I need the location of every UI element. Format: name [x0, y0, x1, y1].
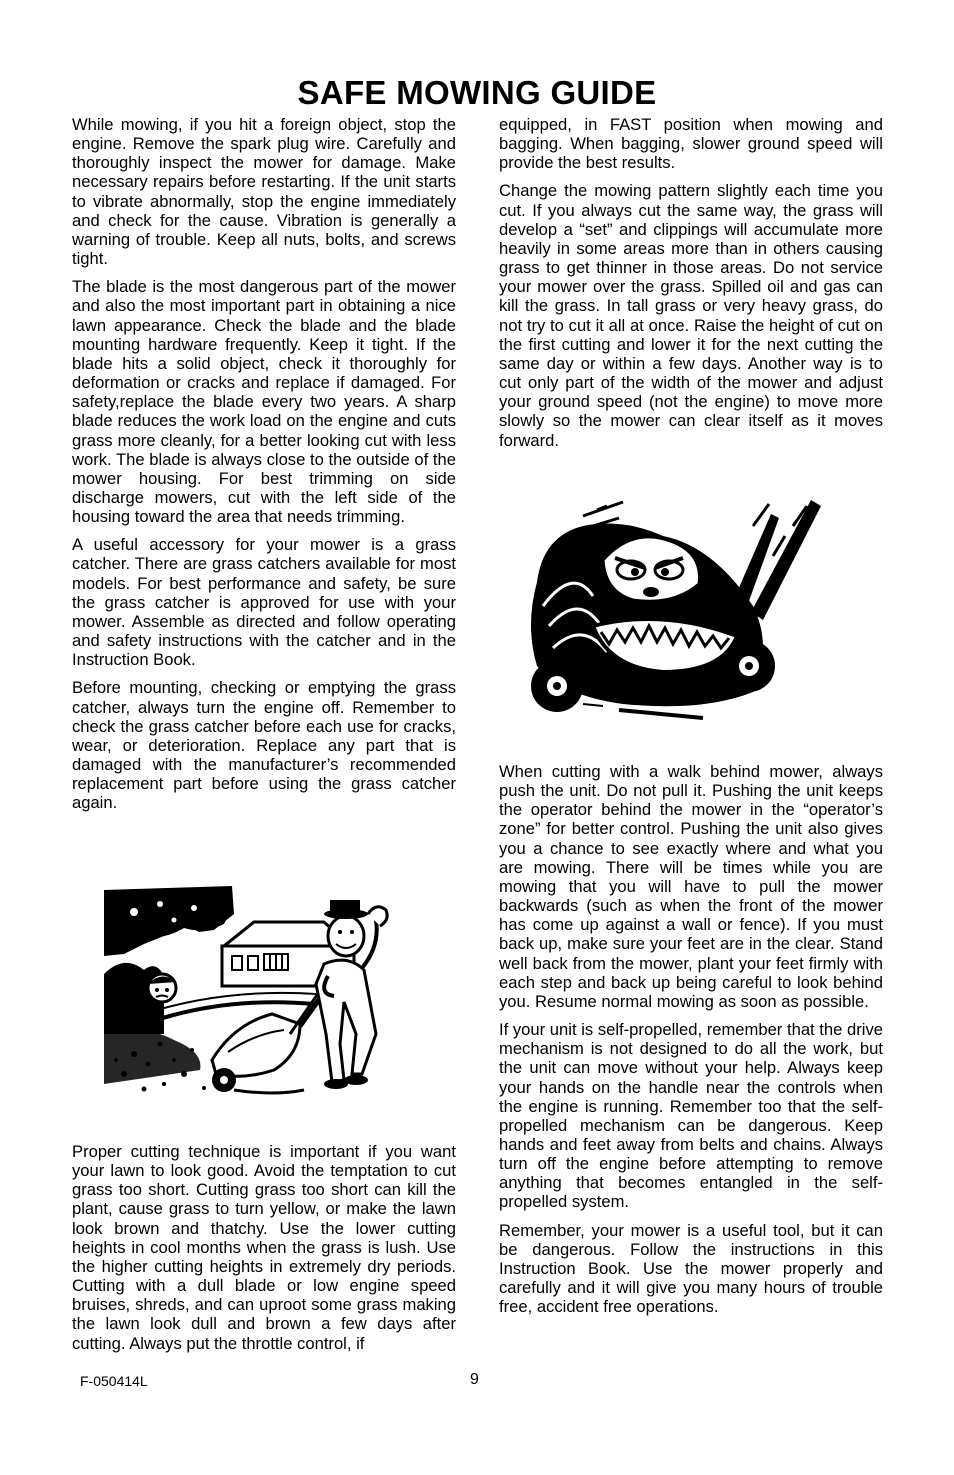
paragraph-grass-catcher: A useful accessory for your mower is a grass catcher. There are grass catchers available for most models. For best performance and safety, be sure the grass catcher is approved for use with your mower. Assemble as directed and follow operating and safety instructions with the catcher and in the Instruction Book. [72, 535, 456, 670]
left-column [72, 115, 456, 821]
paragraph-foreign-object: While mowing, if you hit a foreign object, stop the engine. Remove the spark plug wire. Carefully and thoroughly inspect the mower for damage. Make necessary repairs before restarting. If the unit starts to vibrate abnormally, stop the engine immediately and check for the cause. Vibration is generally a warning of trouble. Keep all nuts, bolts, and screws tight. [72, 115, 456, 269]
paragraph-cutting-technique: Proper cutting technique is important if you want your lawn to look good. Avoid the temptation to cut grass too short. Cutting grass too short can kill the plant, cause grass to turn yellow, or make the lawn look brown and thatchy. Use the lower cutting heights in cool months when the grass is lush. Use the higher cutting heights in extremely dry periods. Cutting with a dull blade or low engine speed bruises, shreds, and can uproot some grass making the lawn look dull and brown a few days after cutting. Always put the throttle control, if [72, 1142, 456, 1353]
right-lower-text [499, 762, 883, 1325]
paragraph-self-propelled: If your unit is self-propelled, remember that the drive mechanism is not designed to do all the work, but the unit can move without your help. Always keep your hands on the handle near the controls when the engine is running. Remember too that the self-propelled mechanism can be dangerous. Keep hands and feet away from belts and chains. Always turn off the engine before attempting to remove anything that becomes entangled in the self-propelled system. [499, 1020, 883, 1212]
page-number: 9 [470, 1371, 479, 1388]
paragraph-catcher-mounting: Before mounting, checking or emptying the grass catcher, always turn the engine off. Remember to check the grass catcher before each use for cracks, wear, or deterioration. Replace any part that is damaged with the manufacturer’s recommended replacement part before using the grass catcher again. [72, 678, 456, 813]
paragraph-throttle-continued: equipped, in FAST position when mowing and bagging. When bagging, slower ground speed will provide the best results. [499, 115, 883, 173]
document-code: F-050414L [80, 1373, 148, 1389]
paragraph-blade: The blade is the most dangerous part of the mower and also the most important part in obtaining a nice lawn appearance. Check the blade and the blade mounting hardware frequently. Keep it tight. If the blade hits a solid object, check it thoroughly for deformation or cracks and replace if damaged. For safety,replace the blade every two years. A sharp blade reduces the work load on the engine and cuts grass more cleanly, for a better looking cut with less work. The blade is always close to the outside of the mower housing. For best trimming on side discharge mowers, cut with the left side of the housing toward the area that needs trimming. [72, 277, 456, 527]
right-column [499, 115, 883, 459]
paragraph-mowing-pattern: Change the mowing pattern slightly each time you cut. If you always cut the same way, the grass will develop a “set” and clippings will accumulate more heavily in some areas more than in others causing grass to get thinner in those areas. Do not service your mower over the grass. Spilled oil and gas can kill the grass. In tall grass or very heavy grass, do not try to cut it all at once. Raise the height of cut on the first cutting and lower it for the next cutting the same day or within a few days. Another way is to cut only part of the width of the mower and adjust your ground speed (not the engine) to move more slowly so the mower can clear itself as it moves forward. [499, 181, 883, 450]
paragraph-closing-remark: Remember, your mower is a useful tool, but it can be dangerous. Follow the instructions in this Instruction Book. Use the mower properly and carefully and it will give you many hours of trouble free, accident free operations. [499, 1220, 883, 1317]
illustration-mowing-man [104, 884, 400, 1104]
illustration-angry-mower [523, 496, 853, 724]
page-title: SAFE MOWING GUIDE [297, 74, 657, 111]
paragraph-push-unit: When cutting with a walk behind mower, always push the unit. Do not pull it. Pushing the unit keeps the operator behind the mower in the “operator’s zone” for better control. Pushing the unit also gives you a chance to see exactly where and what you are mowing. There will be times while you are mowing that you will have to pull the mower backwards (such as when the front of the mower has come up against a wall or fence). If you must back up, make sure your feet are in the clear. Stand well back from the mower, plant your feet firmly with each step and back up being careful to look behind you. Resume normal mowing as soon as possible. [499, 762, 883, 1011]
left-lower-text [72, 1142, 456, 1353]
